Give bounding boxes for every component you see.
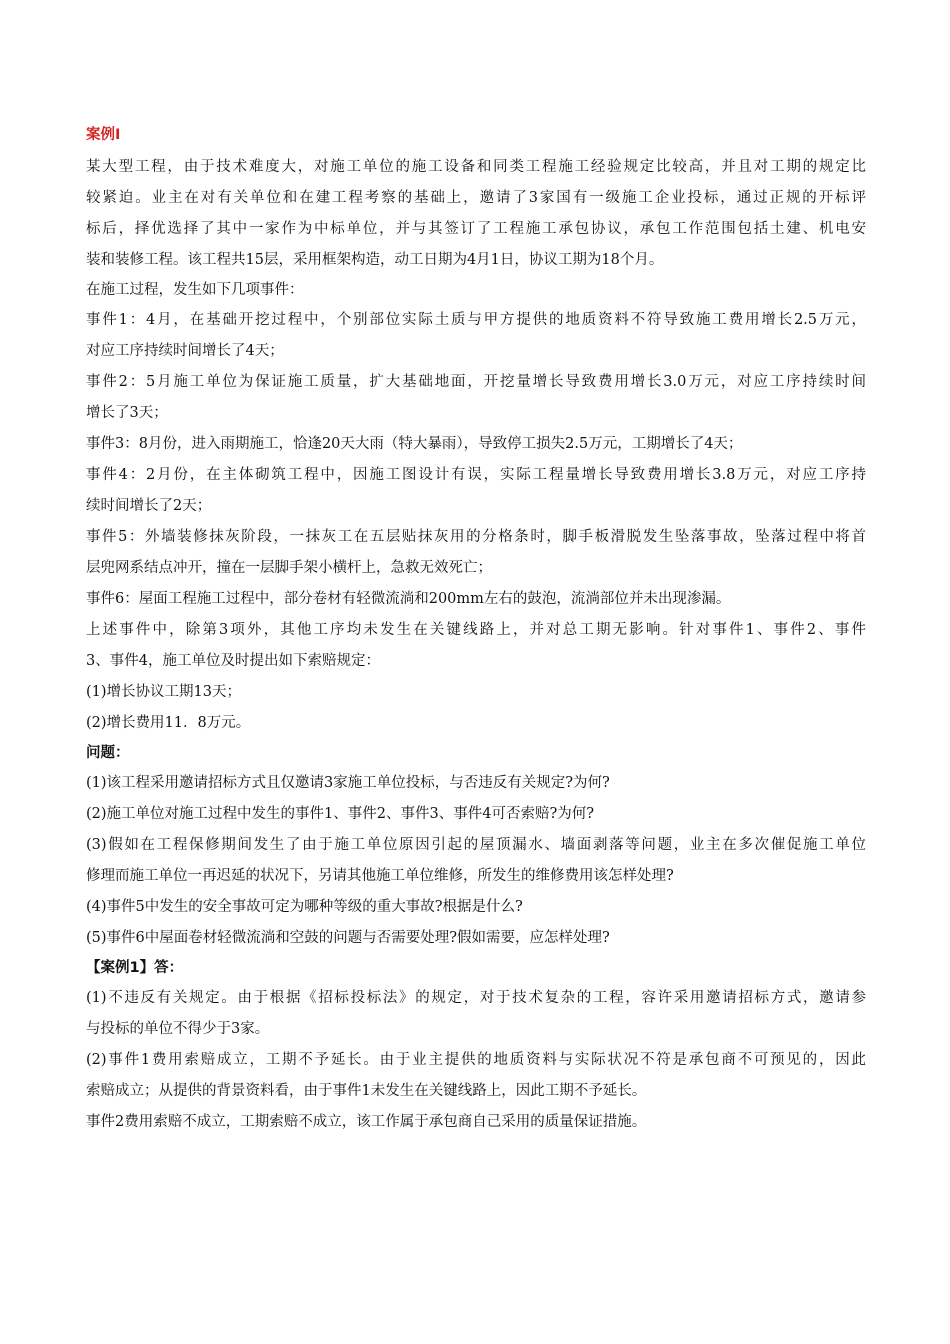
answer-line: 索赔成立；从提供的背景资料看，由于事件1未发生在关键线路上，因此工期不予延长。 [86,1083,647,1099]
event-line: 对应工序持续时间增长了4天； [86,343,284,359]
question-line: 修理而施工单位一再迟延的状况下，另请其他施工单位维修，所发生的维修费用该怎样处理? [86,868,674,884]
claim-item: (2)增长费用11．8万元。 [86,715,251,731]
event-line: 续时间增长了2天； [86,498,212,514]
answer-2-event-2: 事件2费用索赔不成立，工期索赔不成立，该工作属于承包商自己采用的质量保证措施。 [86,1114,647,1130]
event-2 [86,367,866,429]
answer-1 [86,983,866,1045]
answer-line: (1)不违反有关规定。由于根据《招标投标法》的规定，对于技术复杂的工程，容许采用邀请招标方式，邀请参 [86,990,866,1006]
intro-line: 较紧迫。业主在对有关单位和在建工程考察的基础上，邀请了3家国有一级施工企业投标，通过正规的开标评 [86,190,866,206]
event-6: 事件6：屋面工程施工过程中，部分卷材有轻微流淌和200mm左右的鼓泡，流淌部位并未出现渗漏。 [86,591,731,607]
question-3 [86,830,866,892]
answer-heading: 【案例1】答： [86,960,184,976]
answer-line: 与投标的单位不得少于3家。 [86,1021,270,1037]
event-line: 事件5：外墙装修抹灰阶段，一抹灰工在五层贴抹灰用的分格条时，脚手板滑脱发生坠落事故，坠落过程中将首 [86,529,866,545]
event-line: 事件2：5月施工单位为保证施工质量，扩大基础地面，开挖量增长导致费用增长3.0万元，对应工序持续时间 [86,374,866,390]
answer-line: (2)事件1费用索赔成立，工期不予延长。由于业主提供的地质资料与实际状况不符是承包商不可预见的，因此 [86,1052,866,1068]
intro-line: 某大型工程，由于技术难度大，对施工单位的施工设备和同类工程施工经验规定比较高，并且对工期的规定比 [86,159,866,175]
event-1 [86,305,866,367]
answer-2 [86,1045,866,1107]
case-title: 案例Ⅰ [86,127,121,143]
question-1: (1)该工程采用邀请招标方式且仅邀请3家施工单位投标，与否违反有关规定?为何? [86,775,610,791]
document-page [86,118,866,1138]
question-5: (5)事件6中屋面卷材轻微流淌和空鼓的问题与否需要处理?假如需要，应怎样处理? [86,930,610,946]
intro-line: 装和装修工程。该工程共15层，采用框架构造，动工日期为4月1日，协议工期为18个月。 [86,252,664,268]
event-line: 事件1：4月，在基础开挖过程中，个别部位实际土质与甲方提供的地质资料不符导致施工费用增长2.5万元， [86,312,866,328]
intro-line: 标后，择优选择了其中一家作为中标单位，并与其签订了工程施工承包协议，承包工作范围包括土建、机电安 [86,221,866,237]
claim-line: 3、事件4，施工单位及时提出如下索赔规定： [86,653,380,669]
events-intro: 在施工过程，发生如下几项事件： [86,282,304,298]
question-2: (2)施工单位对施工过程中发生的事件1、事件2、事件3、事件4可否索赔?为何? [86,806,594,822]
questions-heading: 问题： [86,745,130,761]
intro-paragraph [86,152,866,276]
event-line: 增长了3天； [86,405,168,421]
claim-line: 上述事件中，除第3项外，其他工序均未发生在关键线路上，并对总工期无影响。针对事件1、事件2、事件 [86,622,866,638]
event-4 [86,460,866,522]
event-line: 层兜网系结点冲开，撞在一层脚手架小横杆上，急救无效死亡； [86,560,492,576]
event-3: 事件3：8月份，进入雨期施工，恰逢20天大雨（特大暴雨），导致停工损失2.5万元，工期增长了4天； [86,436,743,452]
question-line: (3)假如在工程保修期间发生了由于施工单位原因引起的屋顶漏水、墙面剥落等问题，业主在多次催促施工单位 [86,837,866,853]
claim-paragraph [86,615,866,677]
event-5 [86,522,866,584]
claim-item: (1)增长协议工期13天； [86,684,241,700]
question-4: (4)事件5中发生的安全事故可定为哪种等级的重大事故?根据是什么? [86,899,523,915]
event-line: 事件4：2月份，在主体砌筑工程中，因施工图设计有误，实际工程量增长导致费用增长3.8万元，对应工序持 [86,467,866,483]
